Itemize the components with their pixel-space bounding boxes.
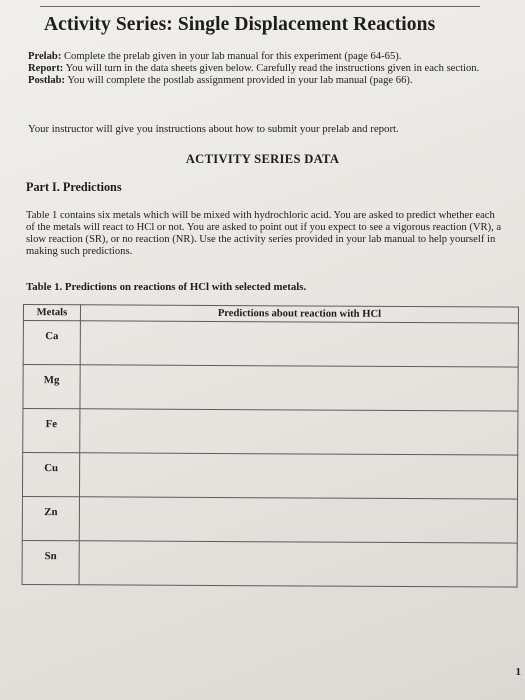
report-label: Report: xyxy=(28,62,64,74)
metal-cell: Fe xyxy=(23,409,80,453)
postlab-label: Postlab: xyxy=(28,74,66,86)
table-caption: Table 1. Predictions on reactions of HCl with selected metals. xyxy=(26,281,307,293)
page-title: Activity Series: Single Displacement Reactions xyxy=(44,14,436,35)
prediction-cell[interactable] xyxy=(80,365,518,411)
report-text: You will turn in the data sheets given below. Carefully read the instructions given in each section. xyxy=(63,62,480,74)
metal-cell: Mg xyxy=(23,365,80,409)
prelab-label: Prelab: xyxy=(28,51,62,62)
header-rule xyxy=(40,6,480,7)
submission-instructions: Your instructor will give you instructions about how to submit your prelab and report. xyxy=(28,123,399,135)
metal-cell: Zn xyxy=(22,496,79,540)
postlab-text: You will complete the postlab assignment provided in your lab manual (page 66). xyxy=(65,74,413,86)
postlab-line xyxy=(28,75,490,87)
table-row xyxy=(23,365,518,412)
prediction-cell[interactable] xyxy=(80,321,518,367)
prediction-cell[interactable] xyxy=(80,409,518,455)
report-line xyxy=(28,63,490,75)
section-heading: ACTIVITY SERIES DATA xyxy=(185,152,340,166)
paragraph-text: Table 1 contains six metals which will be mixed with hydrochloric acid. You are asked to predict whether each of the metals will react to HCl or not. You are asked to point out if you expect to see a vigorous reaction (VR), a slow reaction (SR), or no reaction (NR). Use the activity series provided in your lab manual to help yourself in making such predictions. xyxy=(26,210,502,257)
header-predictions: Predictions about reaction with HCl xyxy=(80,305,518,323)
header-metals: Metals xyxy=(23,305,80,321)
table-row xyxy=(22,453,517,500)
predictions-table xyxy=(22,304,519,588)
intro-block xyxy=(28,51,490,86)
table-row xyxy=(23,321,518,368)
prelab-text: Complete the prelab given in your lab manual for this experiment (page 64-65). xyxy=(61,51,402,62)
table-row xyxy=(22,496,517,543)
part-heading: Part I. Predictions xyxy=(26,180,122,194)
metal-cell: Cu xyxy=(22,453,79,497)
page-number: 1 xyxy=(515,666,521,678)
metal-cell: Ca xyxy=(23,321,80,365)
instructions-paragraph xyxy=(26,210,504,258)
prelab-line xyxy=(28,51,490,63)
prediction-cell[interactable] xyxy=(79,541,517,587)
metal-cell: Sn xyxy=(22,540,79,584)
table-row xyxy=(23,409,518,456)
table-row xyxy=(22,540,517,587)
prediction-cell[interactable] xyxy=(79,453,517,499)
prediction-cell[interactable] xyxy=(79,497,517,543)
